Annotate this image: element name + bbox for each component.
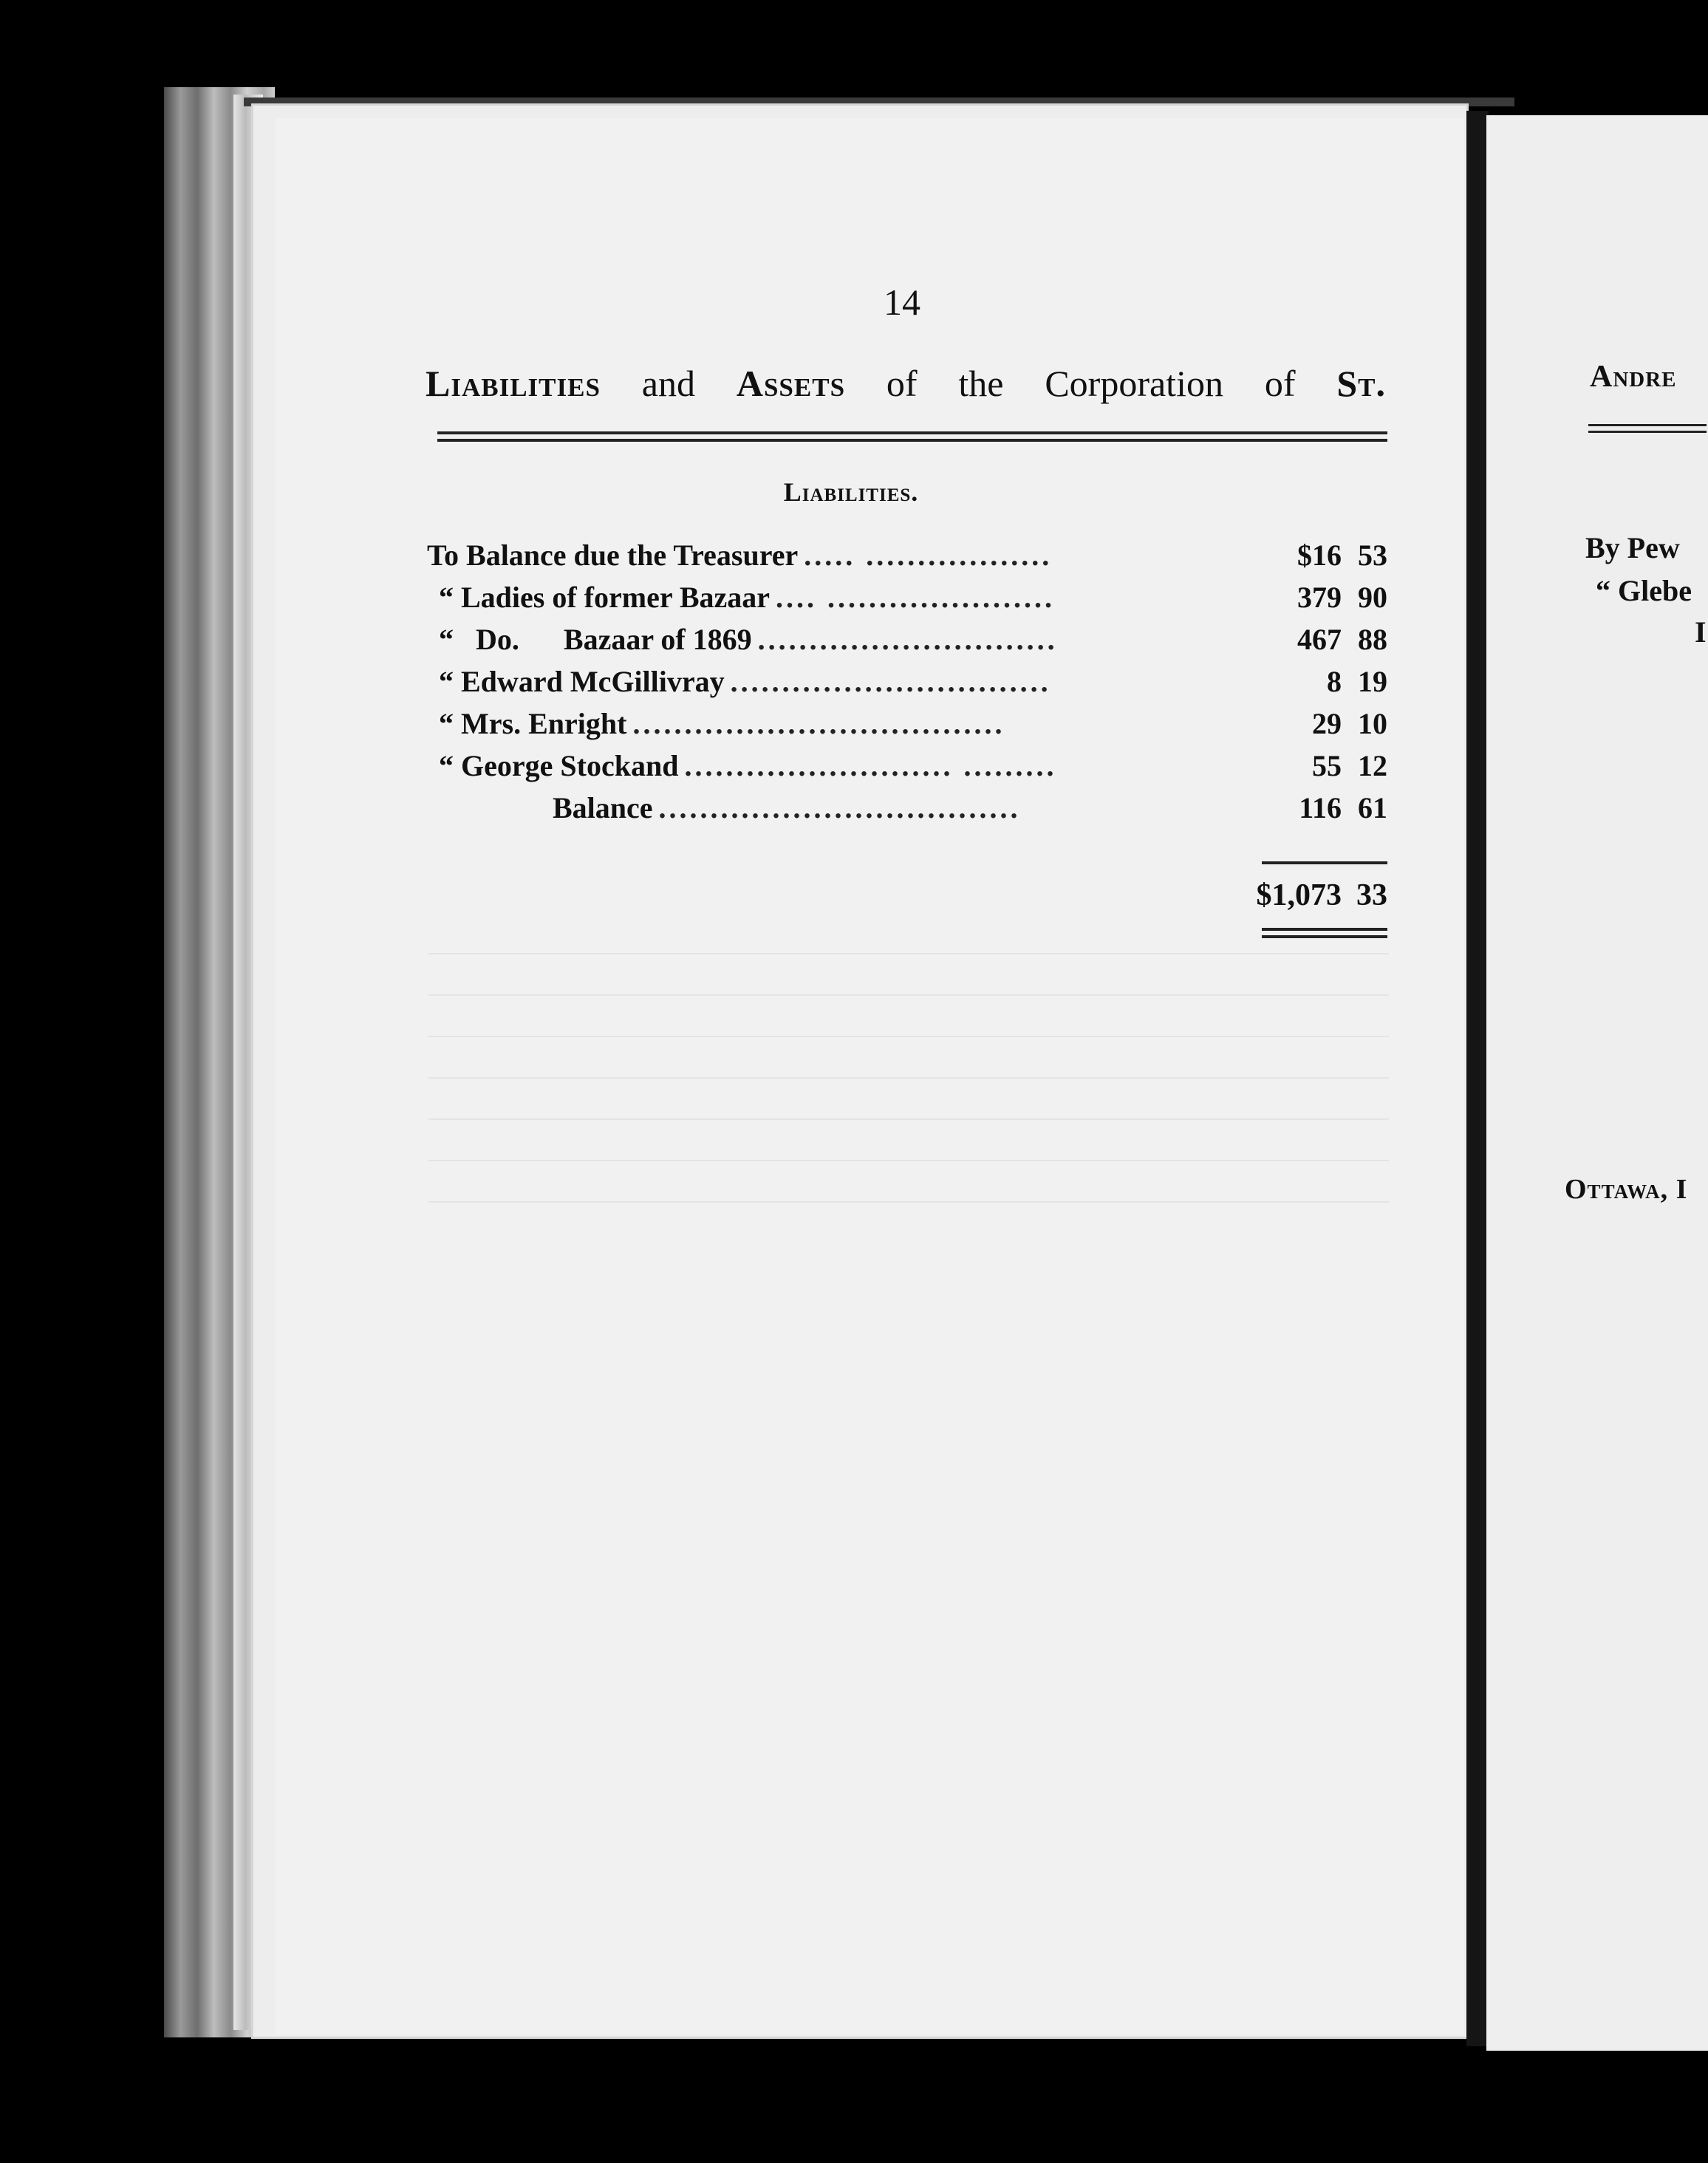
ledger-dollars: 29: [1312, 707, 1342, 740]
ledger-description: “ Ladies of former Bazaar: [439, 581, 771, 614]
ledger-description: “ Mrs. Enright: [439, 707, 627, 740]
ledger-description: “ George Stockand: [439, 749, 679, 782]
right-page: [1486, 115, 1708, 2051]
ledger-cents: 61: [1358, 791, 1387, 824]
ledger-row: [427, 622, 1387, 664]
ledger-dollars: 8: [1327, 665, 1342, 698]
ledger-cents: 19: [1358, 665, 1387, 698]
page-number: 14: [884, 281, 920, 323]
bleed-through-line: [428, 1160, 1389, 1161]
book-gutter: [1466, 111, 1489, 2046]
bleed-through-line: [428, 1036, 1389, 1037]
ledger-cents: 10: [1358, 707, 1387, 740]
heading-the: the: [958, 363, 1004, 404]
ledger-row-balance: [427, 790, 1387, 833]
right-page-line: I: [1695, 615, 1707, 649]
right-page-double-rule: [1588, 424, 1707, 433]
leader-dots: ...............................: [730, 665, 1051, 698]
total-rule-top: [1262, 861, 1387, 864]
leader-dots: ....................................: [632, 707, 1005, 740]
heading-st: St.: [1336, 363, 1386, 404]
heading-double-rule: [437, 431, 1387, 442]
right-page-heading-fragment: Andre: [1590, 360, 1677, 394]
ledger-row: [427, 748, 1387, 790]
leader-dots: ...................................: [658, 791, 1021, 824]
ledger-description: “ Do. Bazaar of 1869: [439, 623, 752, 656]
heading-of: of: [886, 363, 918, 404]
bleed-through-line: [428, 1077, 1389, 1079]
heading-assets: Assets: [736, 363, 846, 404]
ledger-dollars: 467: [1297, 623, 1342, 656]
ledger-description: To Balance due the Treasurer: [427, 539, 799, 572]
bleed-through-line: [428, 953, 1389, 954]
leader-dots: .............................: [757, 623, 1058, 656]
ledger-cents: 88: [1358, 623, 1387, 656]
ledger-row: [427, 538, 1387, 580]
total-dollars: $1,073: [1256, 878, 1342, 912]
heading-and: and: [641, 363, 695, 404]
leader-dots: ..... ..................: [804, 539, 1053, 572]
heading-corporation: Corporation: [1045, 363, 1223, 404]
ledger-cents: 90: [1358, 581, 1387, 614]
left-page-surface: [275, 118, 1464, 2034]
ledger-dollars: 379: [1297, 581, 1342, 614]
total-rule-bottom: [1262, 928, 1387, 931]
right-page-line: By Pew: [1585, 531, 1680, 564]
right-page-footer-fragment: Ottawa, I: [1565, 1174, 1688, 1205]
bleed-through-line: [428, 1118, 1389, 1120]
ledger-description: Balance: [427, 791, 653, 824]
leader-dots: .......................... .........: [684, 749, 1057, 782]
bleed-through-line: [428, 994, 1389, 996]
ledger-total: [1212, 878, 1387, 913]
ledger-cents: 12: [1358, 749, 1387, 782]
ledger-description: “ Edward McGillivray: [439, 665, 725, 698]
total-cents: 33: [1356, 878, 1387, 912]
ledger-dollars: 55: [1312, 749, 1342, 782]
ledger-row: [427, 580, 1387, 622]
total-rule-bottom-double: [1262, 935, 1387, 938]
right-page-line: “ Glebe: [1596, 574, 1692, 607]
section-title: Liabilities.: [783, 477, 919, 507]
ledger-row: [427, 706, 1387, 748]
page-heading: [426, 362, 1386, 405]
leader-dots: .... ......................: [776, 581, 1056, 614]
heading-of: of: [1264, 363, 1296, 404]
ledger-cents: 53: [1358, 539, 1387, 572]
bleed-through-line: [428, 1201, 1389, 1203]
liabilities-ledger: [427, 538, 1387, 833]
heading-liabilities: Liabilities: [426, 363, 601, 404]
ledger-dollars: $16: [1297, 539, 1342, 572]
ledger-dollars: 116: [1299, 791, 1342, 824]
ledger-row: [427, 664, 1387, 706]
